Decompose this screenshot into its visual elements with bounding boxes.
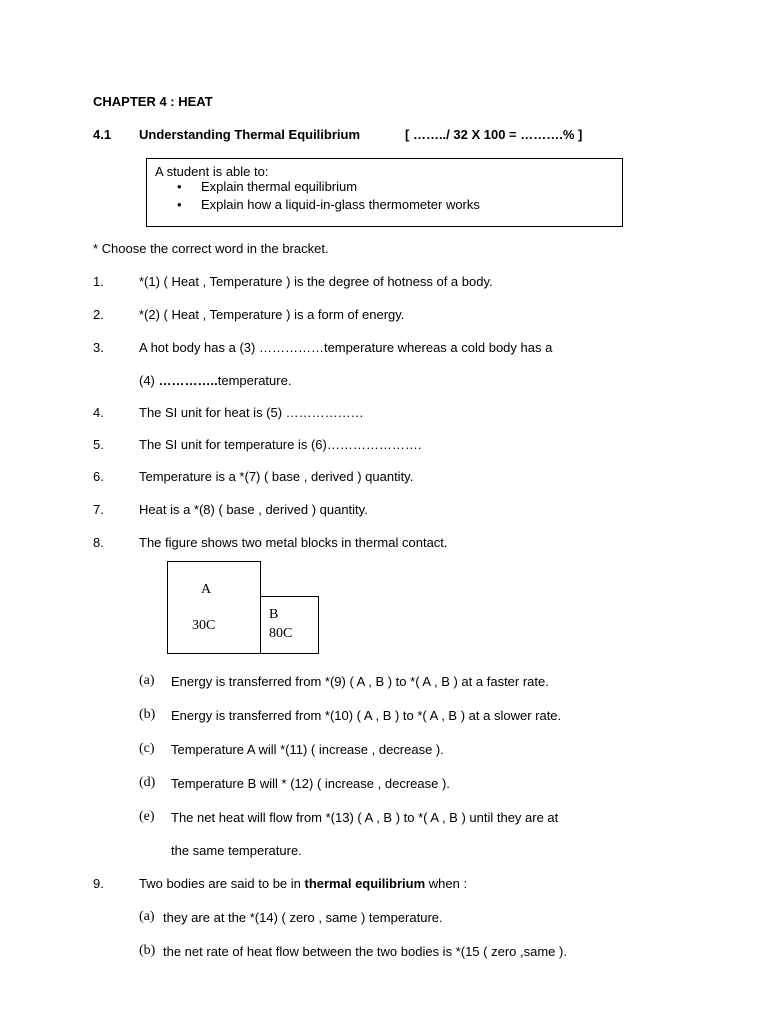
sub-question-continuation: the same temperature.	[171, 843, 302, 858]
metal-block-a	[167, 561, 261, 654]
objectives-list	[147, 178, 480, 214]
instruction: * Choose the correct word in the bracket.	[93, 241, 329, 256]
chapter-title: CHAPTER 4 : HEAT	[93, 94, 213, 109]
question-number: 7.	[93, 502, 104, 517]
bullet-icon: •	[177, 179, 182, 194]
question-text: Heat is a *(8) ( base , derived ) quantity.	[139, 502, 368, 517]
sub-question-text: they are at the *(14) ( zero , same ) temperature.	[163, 910, 443, 925]
block-a-temp: 30C	[192, 618, 216, 633]
question-text: *(2) ( Heat , Temperature ) is a form of energy.	[139, 307, 405, 322]
objectives-intro: A student is able to:	[155, 164, 269, 179]
sub-question-text: Energy is transferred from *(9) ( A , B ) to *( A , B ) at a faster rate.	[171, 674, 549, 689]
sub-question-text: Energy is transferred from *(10) ( A , B ) to *( A , B ) at a slower rate.	[171, 708, 562, 723]
term-thermal-equilibrium: thermal equilibrium	[304, 876, 426, 891]
sub-question-letter: (b)	[139, 707, 156, 722]
question-number: 4.	[93, 405, 104, 420]
question-number: 3.	[93, 340, 104, 355]
block-b-label: B	[269, 607, 279, 622]
sub-question-text: the net rate of heat flow between the two bodies is *(15 ( zero ,same ).	[163, 944, 567, 959]
question-text: The SI unit for temperature is (6)………………….	[139, 437, 422, 452]
section-number: 4.1	[93, 127, 112, 142]
sub-question-letter: (c)	[139, 741, 155, 756]
sub-question-letter: (a)	[139, 909, 155, 924]
objectives-box	[146, 158, 623, 227]
sub-question-text: The net heat will flow from *(13) ( A , B ) to *( A , B ) until they are at	[171, 810, 559, 825]
question-text: *(1) ( Heat , Temperature ) is the degree of hotness of a body.	[139, 274, 493, 289]
question-text: The figure shows two metal blocks in thermal contact.	[139, 535, 448, 550]
question-text: The SI unit for heat is (5) ………………	[139, 405, 364, 420]
bullet-icon: •	[177, 197, 182, 212]
section-title: Understanding Thermal Equilibrium	[139, 127, 361, 142]
sub-question-letter: (a)	[139, 673, 155, 688]
sub-question-letter: (d)	[139, 775, 156, 790]
metal-block-b	[260, 596, 319, 654]
question-number: 9.	[93, 876, 104, 891]
sub-question-letter: (e)	[139, 809, 155, 824]
question-text: Two bodies are said to be in thermal equilibrium when :	[139, 876, 468, 891]
question-number: 2.	[93, 307, 104, 322]
objective-item: • Explain thermal equilibrium	[177, 179, 358, 194]
question-text: A hot body has a (3) ……………temperature whereas a cold body has a	[139, 340, 553, 355]
block-b-temp: 80C	[269, 626, 293, 641]
question-text: Temperature is a *(7) ( base , derived ) quantity.	[139, 469, 414, 484]
score-line: [ ……../ 32 X 100 = ……….% ]	[405, 127, 583, 142]
sub-question-text: Temperature B will * (12) ( increase , decrease ).	[171, 776, 450, 791]
question-number: 1.	[93, 274, 104, 289]
sub-question-text: Temperature A will *(11) ( increase , decrease ).	[171, 742, 444, 757]
question-number: 8.	[93, 535, 104, 550]
sub-question-letter: (b)	[139, 943, 156, 958]
objective-item: • Explain how a liquid-in-glass thermometer works	[177, 197, 480, 212]
block-a-label: A	[201, 582, 212, 597]
question-continuation: (4) …………..temperature.	[139, 373, 292, 388]
question-number: 6.	[93, 469, 104, 484]
question-number: 5.	[93, 437, 104, 452]
